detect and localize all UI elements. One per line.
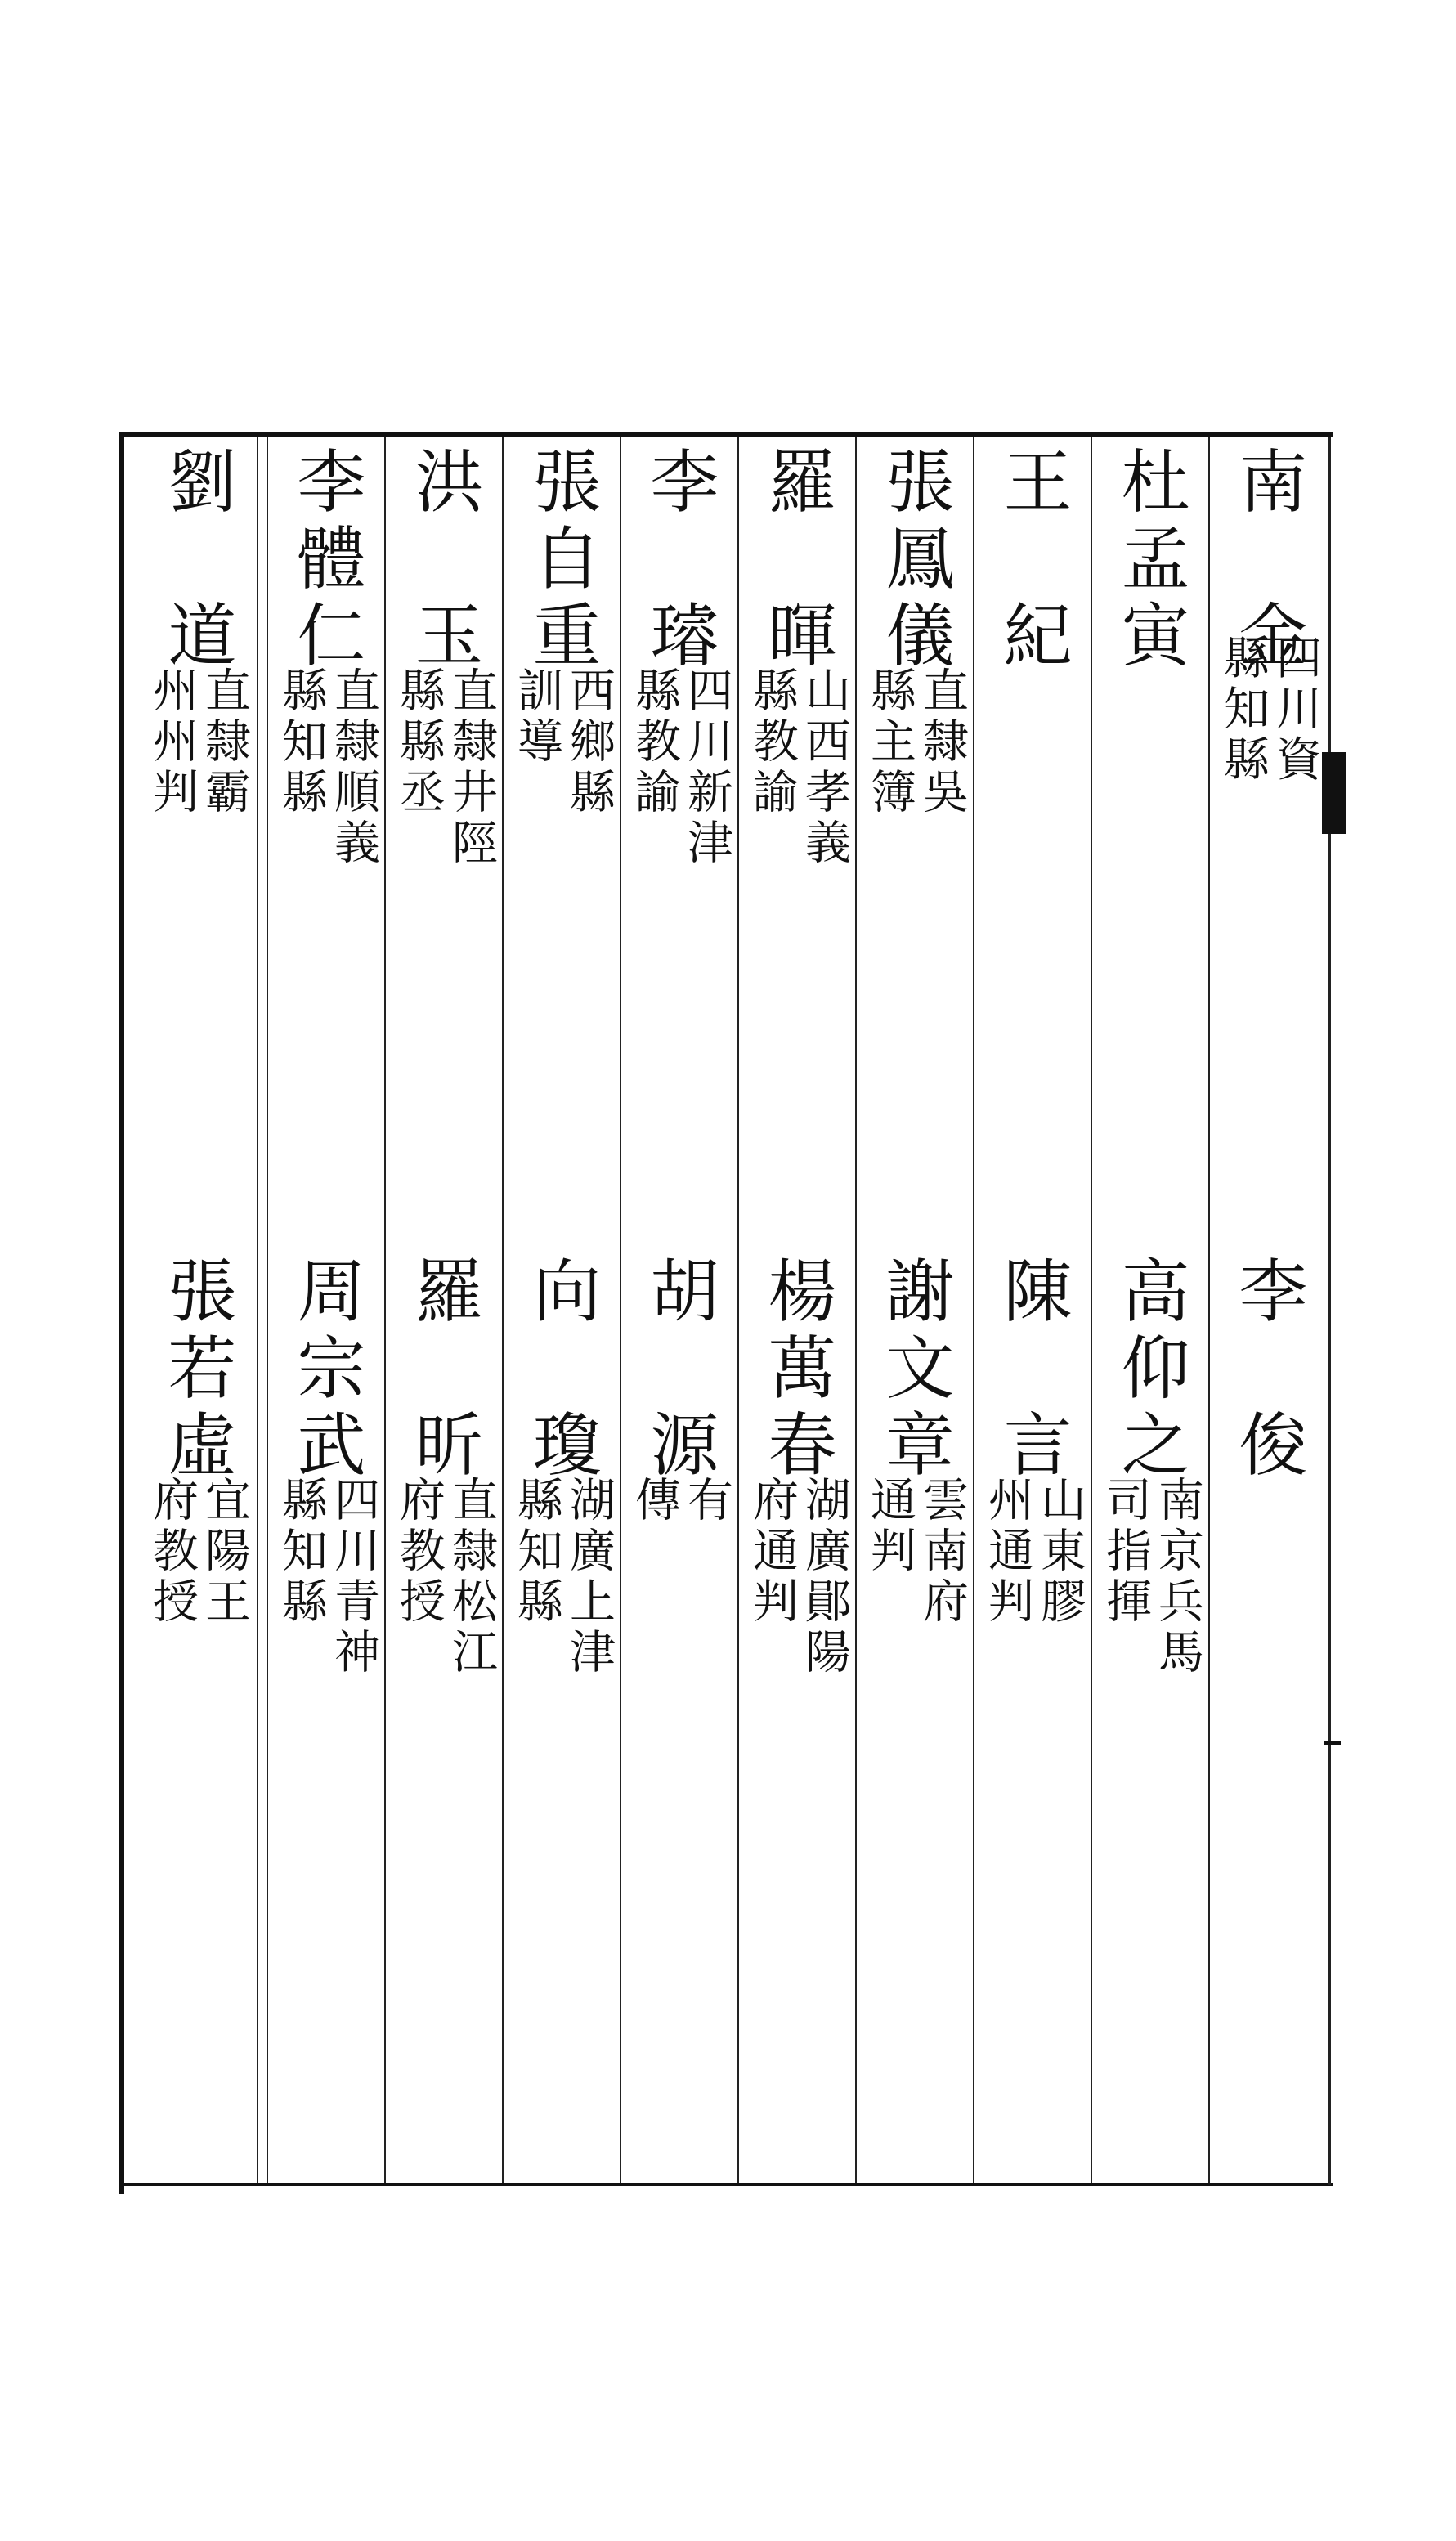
office-note: [392, 666, 498, 869]
column-1: [1212, 446, 1324, 2179]
column-9: [270, 446, 383, 2179]
person-name: 杜孟寅: [1110, 446, 1190, 676]
person-name: 王 紀: [992, 446, 1073, 676]
note-line: 直隸井陘: [445, 666, 498, 869]
note-line: 西鄉縣: [562, 666, 616, 818]
column-rule: [257, 437, 258, 2183]
office-note: [863, 1476, 969, 1628]
fish-tail-mark: [1322, 752, 1346, 834]
person-name: 羅 暉: [757, 446, 837, 676]
note-line: 山東膠: [1033, 1476, 1086, 1628]
note-line: 縣知縣: [275, 1476, 328, 1628]
office-note: [1100, 1476, 1202, 1678]
column-rule: [267, 437, 268, 2183]
person-name: 周宗武: [286, 1255, 366, 1486]
person-name: 楊萬春: [757, 1255, 837, 1486]
note-line: 傳: [628, 1476, 681, 1526]
frame-right-rule: [1328, 437, 1331, 2185]
person-name: 劉 道: [157, 446, 237, 676]
note-line: 府教授: [392, 1476, 446, 1628]
note-line: 直隸吳: [916, 666, 969, 818]
note-line: 四川新津: [680, 666, 733, 869]
person-name: 向 瓊: [522, 1255, 602, 1486]
note-line: 訓導: [510, 666, 563, 768]
note-line: 直隸順義: [327, 666, 380, 869]
office-note: [147, 1476, 249, 1628]
note-line: 直隸霸: [198, 666, 251, 818]
office-note: [629, 1476, 731, 1526]
office-note: [863, 666, 969, 818]
office-note: [629, 666, 731, 869]
note-line: 縣知縣: [1216, 634, 1270, 786]
office-note: [276, 1476, 378, 1678]
office-note: [276, 666, 378, 869]
note-line: 縣教諭: [628, 666, 681, 818]
office-note: [392, 1476, 498, 1678]
office-note: [510, 1476, 616, 1678]
person-name: 李 俊: [1228, 1255, 1308, 1486]
note-line: 直隸松江: [445, 1476, 498, 1678]
note-line: 湖廣鄖陽: [798, 1476, 851, 1678]
note-line: 通判: [863, 1476, 916, 1577]
person-name: 張自重: [522, 446, 602, 676]
office-note: [983, 1476, 1084, 1628]
column-6: [623, 446, 736, 2179]
note-line: 四川青神: [327, 1476, 380, 1678]
note-line: 山西孝義: [798, 666, 851, 869]
column-rule: [502, 437, 504, 2183]
note-line: 雲南府: [916, 1476, 969, 1628]
note-line: 司指揮: [1099, 1476, 1152, 1628]
column-rule: [855, 437, 857, 2183]
note-line: 有: [680, 1476, 733, 1526]
person-name: 張鳳儀: [875, 446, 955, 676]
office-note: [747, 666, 849, 869]
note-line: 四川資: [1269, 634, 1322, 786]
person-name: 羅 昕: [404, 1255, 484, 1486]
column-8: [388, 446, 500, 2179]
person-name: 謝文章: [875, 1255, 955, 1486]
note-line: 宜陽王: [198, 1476, 251, 1628]
note-line: 府通判: [746, 1476, 799, 1628]
office-note: [747, 1476, 849, 1678]
note-line: 縣知縣: [275, 666, 328, 818]
column-7: [505, 446, 618, 2179]
column-10: [141, 446, 253, 2179]
column-rule: [737, 437, 739, 2183]
office-note: [1216, 634, 1322, 786]
person-name: 南 金: [1228, 446, 1308, 676]
column-3: [976, 446, 1089, 2179]
column-4: [858, 446, 971, 2179]
column-rule: [384, 437, 386, 2183]
note-line: 縣教諭: [746, 666, 799, 818]
note-line: 州通判: [981, 1476, 1034, 1628]
office-note: [147, 666, 249, 818]
person-name: 李 璿: [639, 446, 719, 676]
person-name: 李體仁: [286, 446, 366, 676]
column-rule: [1208, 437, 1210, 2183]
person-name: 陳 言: [992, 1255, 1073, 1486]
person-name: 胡 源: [639, 1255, 719, 1486]
column-2: [1094, 446, 1207, 2179]
spine-tick-mark: [1324, 1741, 1341, 1745]
note-line: 州州判: [146, 666, 199, 818]
note-line: 縣縣丞: [392, 666, 446, 818]
column-rule: [973, 437, 974, 2183]
person-name: 洪 玉: [404, 446, 484, 676]
note-line: 縣知縣: [510, 1476, 563, 1628]
column-rule: [620, 437, 621, 2183]
person-name: 張若虛: [157, 1255, 237, 1486]
frame-left-rule: [119, 432, 124, 2194]
frame-top-rule: [119, 432, 1333, 437]
office-note: [510, 666, 616, 818]
column-5: [741, 446, 853, 2179]
note-line: 南京兵馬: [1151, 1476, 1204, 1678]
note-line: 府教授: [146, 1476, 199, 1628]
frame-bottom-rule: [124, 2183, 1333, 2186]
person-name: 高仰之: [1110, 1255, 1190, 1486]
column-rule: [1091, 437, 1092, 2183]
note-line: 縣主簿: [863, 666, 916, 818]
note-line: 湖廣上津: [562, 1476, 616, 1678]
